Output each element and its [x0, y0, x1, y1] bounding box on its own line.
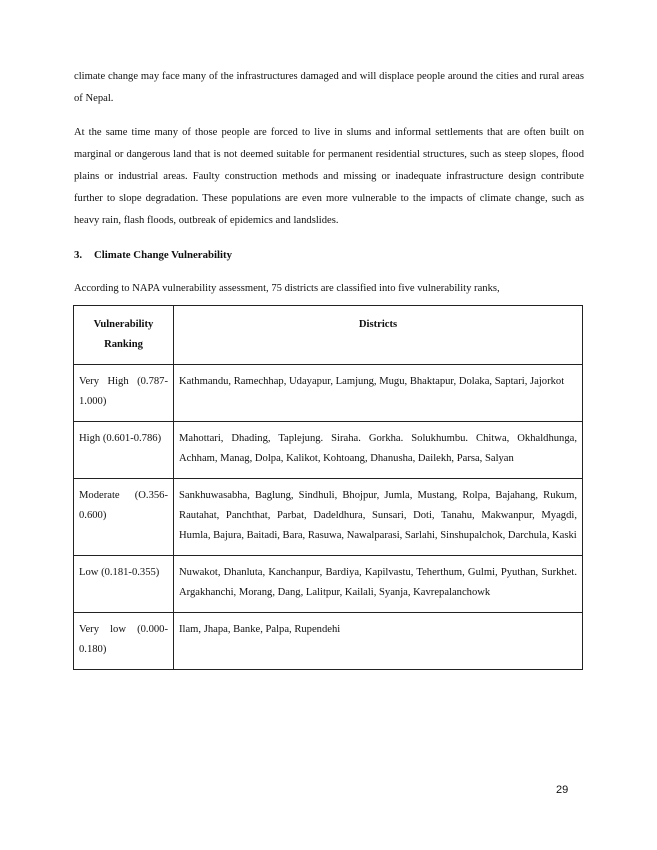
rank-cell: Low (0.181-0.355): [74, 556, 174, 613]
districts-cell: Sankhuwasabha, Baglung, Sindhuli, Bhojpur, Jumla, Mustang, Rolpa, Bajahang, Rukum, Rautahat, Panchthat, Parbat, Dadeldhura, Sunsari, Doti, Tanahu, Makwanpur, Myagdi, Humla, Bajura, Baitadi, Bara, Rasuwa, Nawalparasi, Sarlahi, Sinshupalchok, Darchula, Kaski: [174, 479, 583, 556]
page-number: 29: [556, 784, 569, 796]
section-intro: According to NAPA vulnerability assessment, 75 districts are classified into five vulnerability ranks,: [74, 283, 500, 294]
table-header-row: [74, 306, 583, 365]
header-vulnerability-ranking: Vulnerability Ranking: [74, 306, 174, 365]
paragraph-informal-settlements: At the same time many of those people are forced to live in slums and informal settlements that are often built on marginal or dangerous land that is not deemed suitable for permanent residential structures, such as steep slopes, flood plains or industrial areas. Faulty construction methods and missing or inadequate infrastructure design contribute further to slope degradation. These populations are even more vulnerable to the impacts of climate change, such as heavy rain, flash floods, outbreak of epidemics and landslides.: [74, 127, 584, 226]
table-row: [74, 613, 583, 670]
section-heading: [74, 244, 584, 266]
districts-cell: Nuwakot, Dhanluta, Kanchanpur, Bardiya, Kapilvastu, Teherthum, Gulmi, Pyuthan, Surkhet. Argakhanchi, Morang, Dang, Lalitpur, Kailali, Syanja, Kavrepalanchowk: [174, 556, 583, 613]
table-row: [74, 365, 583, 422]
section-title: Climate Change Vulnerability: [94, 249, 232, 261]
districts-cell: Ilam, Jhapa, Banke, Palpa, Rupendehi: [174, 613, 583, 670]
section-number: 3.: [74, 249, 83, 261]
table-row: [74, 556, 583, 613]
districts-cell: Kathmandu, Ramechhap, Udayapur, Lamjung, Mugu, Bhaktapur, Dolaka, Saptari, Jajorkot: [174, 365, 583, 422]
districts-cell: Mahottari, Dhading, Taplejung. Siraha. Gorkha. Solukhumbu. Chitwa, Okhaldhunga, Achham, Manag, Dolpa, Kalikot, Kohtoang, Dhanusha, Dailekh, Parsa, Salyan: [174, 422, 583, 479]
table-row: [74, 479, 583, 556]
rank-cell: High (0.601-0.786): [74, 422, 174, 479]
header-districts: Districts: [174, 306, 583, 365]
rank-cell: Very low (0.000-0.180): [74, 613, 174, 670]
rank-cell: Very High (0.787-1.000): [74, 365, 174, 422]
vulnerability-table: [73, 305, 583, 670]
table-row: [74, 422, 583, 479]
page-content: [74, 66, 584, 300]
rank-cell: Moderate (O.356-0.600): [74, 479, 174, 556]
paragraph-infrastructure: climate change may face many of the infrastructures damaged and will displace people around the cities and rural areas of Nepal.: [74, 71, 584, 104]
